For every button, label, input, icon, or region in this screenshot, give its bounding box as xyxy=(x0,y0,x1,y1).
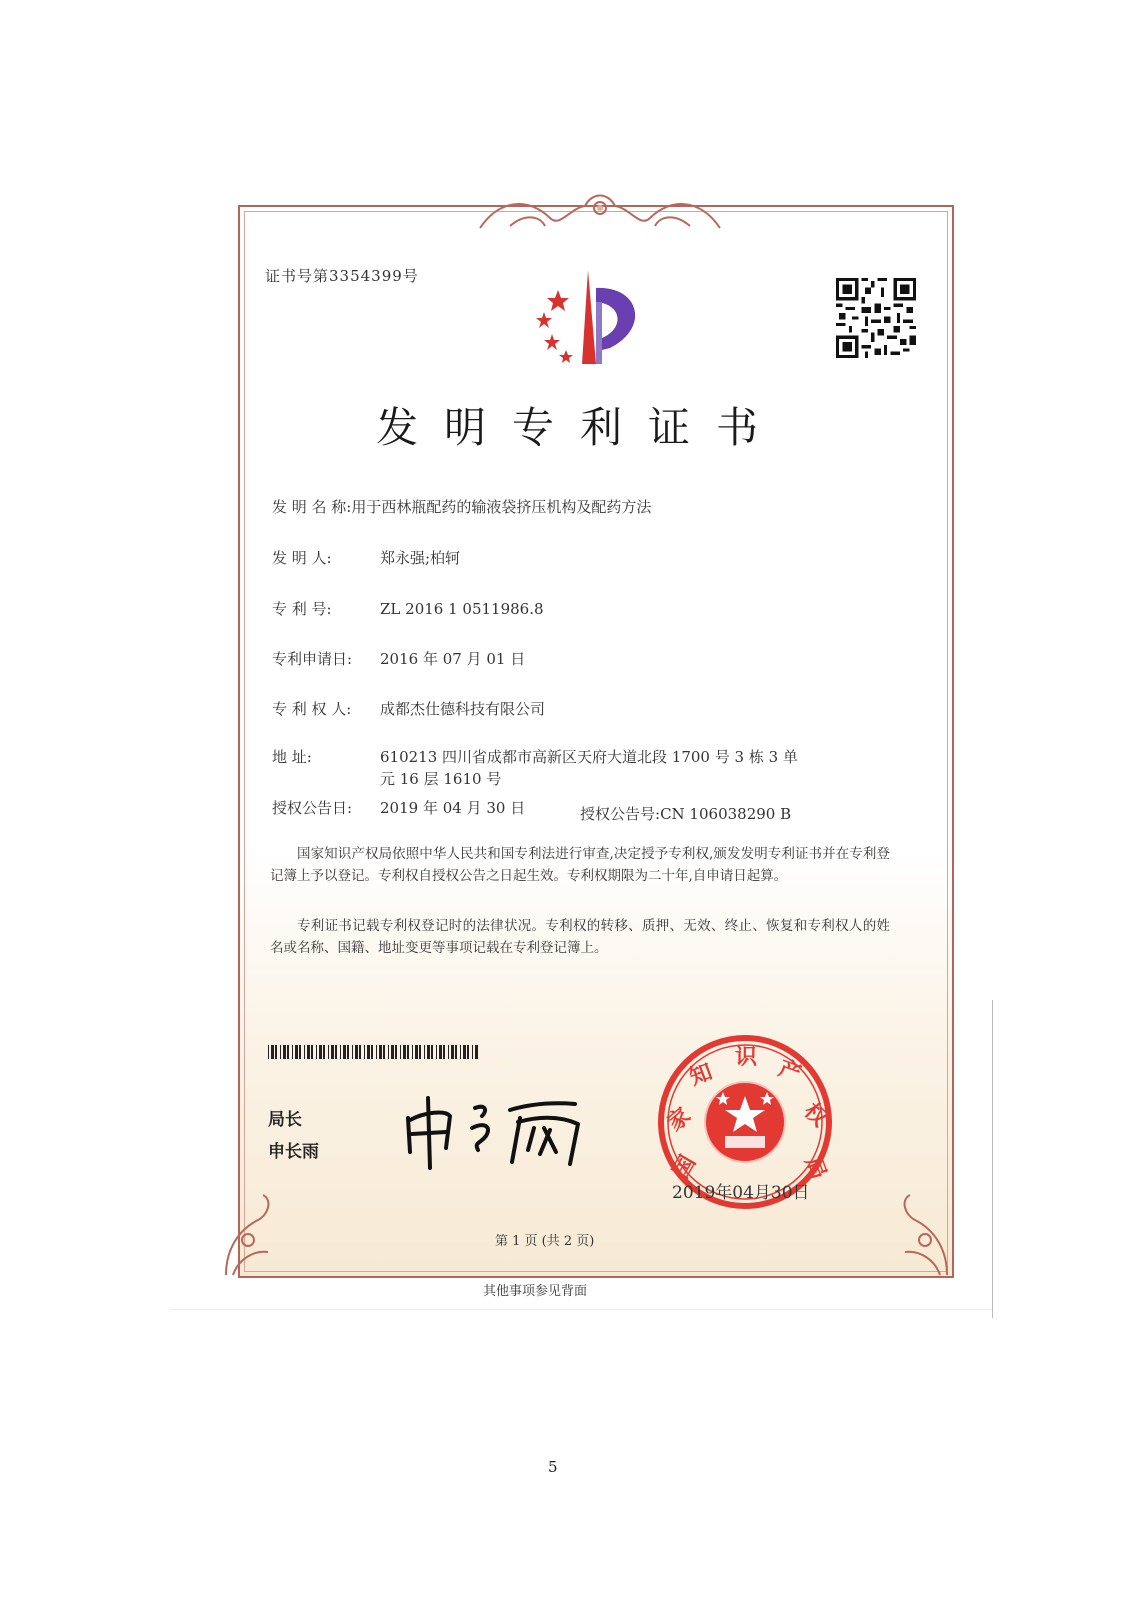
field-label: 授权公告号: xyxy=(580,805,661,823)
field-label: 专利申请日: xyxy=(272,650,353,668)
certificate-title: 发明专利证书 xyxy=(375,403,784,452)
field-address xyxy=(272,746,798,767)
field-patentee xyxy=(272,698,545,719)
field-value: 2016 年 07 月 01 日 xyxy=(380,650,526,668)
field-label: 发 明 人: xyxy=(272,549,332,567)
svg-text:局: 局 xyxy=(799,1153,831,1183)
field-value: 成都杰仕德科技有限公司 xyxy=(380,700,546,718)
back-side-note: 其他事项参见背面 xyxy=(483,1284,588,1299)
address-line-2: 元 16 层 1610 号 xyxy=(380,770,502,788)
statement-paragraph-1: 国家知识产权局依照中华人民共和国专利法进行审查,决定授予专利权,颁发发明专利证书并在专利登记簿上予以登记。专利权自授权公告之日起生效。专利权期限为二十年,自申请日起算。 xyxy=(270,846,890,884)
field-value: 610213 四川省成都市高新区天府大道北段 1700 号 3 栋 3 单 xyxy=(380,748,798,766)
director-title: 局长 xyxy=(268,1110,302,1130)
field-value: 2019 年 04 月 30 日 xyxy=(380,799,526,817)
director-name: 申长雨 xyxy=(268,1142,319,1162)
scan-bottom-divider xyxy=(170,1309,992,1310)
qr-code-icon xyxy=(836,278,916,358)
field-application-date xyxy=(272,648,525,669)
field-patent-number xyxy=(272,598,544,619)
svg-text:国: 国 xyxy=(668,1151,702,1183)
bottom-right-ornament-icon xyxy=(895,1190,955,1280)
field-invention-name xyxy=(272,496,651,517)
scan-edge-divider xyxy=(992,1000,993,1318)
top-ornament-icon xyxy=(470,188,730,234)
field-grant-publication-number xyxy=(580,803,791,824)
bottom-left-ornament-icon xyxy=(218,1190,278,1280)
statement-paragraph-2: 专利证书记载专利权登记时的法律状况。专利权的转移、质押、无效、终止、恢复和专利权人的姓名或名称、国籍、地址变更等事项记载在专利登记簿上。 xyxy=(270,918,890,956)
field-label: 专 利 权 人: xyxy=(272,700,352,718)
page-number: 5 xyxy=(548,1458,558,1476)
field-label: 发 明 名 称: xyxy=(272,498,352,516)
patent-office-logo-icon xyxy=(530,268,660,368)
field-label: 授权公告日: xyxy=(272,799,353,817)
field-value: ZL 2016 1 0511986.8 xyxy=(380,600,544,618)
seal-date: 2019年04月30日 xyxy=(672,1183,810,1203)
certificate-number: 证书号第3354399号 xyxy=(265,267,419,285)
field-grant-date xyxy=(272,797,525,818)
svg-text:家: 家 xyxy=(662,1103,696,1137)
svg-text:识: 识 xyxy=(735,1045,758,1070)
field-label: 地 址: xyxy=(272,748,312,766)
director-signature xyxy=(400,1090,590,1170)
field-inventor xyxy=(272,547,460,568)
field-label: 专 利 号: xyxy=(272,600,332,618)
svg-text:产: 产 xyxy=(774,1056,805,1088)
page-indicator: 第 1 页 (共 2 页) xyxy=(495,1234,595,1249)
field-value: 用于西林瓶配药的输液袋挤压机构及配药方法 xyxy=(351,498,652,516)
svg-text:权: 权 xyxy=(798,1098,833,1132)
barcode-icon xyxy=(268,1045,478,1059)
certificate-inner-border xyxy=(244,211,948,1272)
field-value: 郑永强;柏轲 xyxy=(380,549,461,567)
field-value: CN 106038290 B xyxy=(660,805,792,823)
svg-text:知: 知 xyxy=(686,1059,716,1091)
